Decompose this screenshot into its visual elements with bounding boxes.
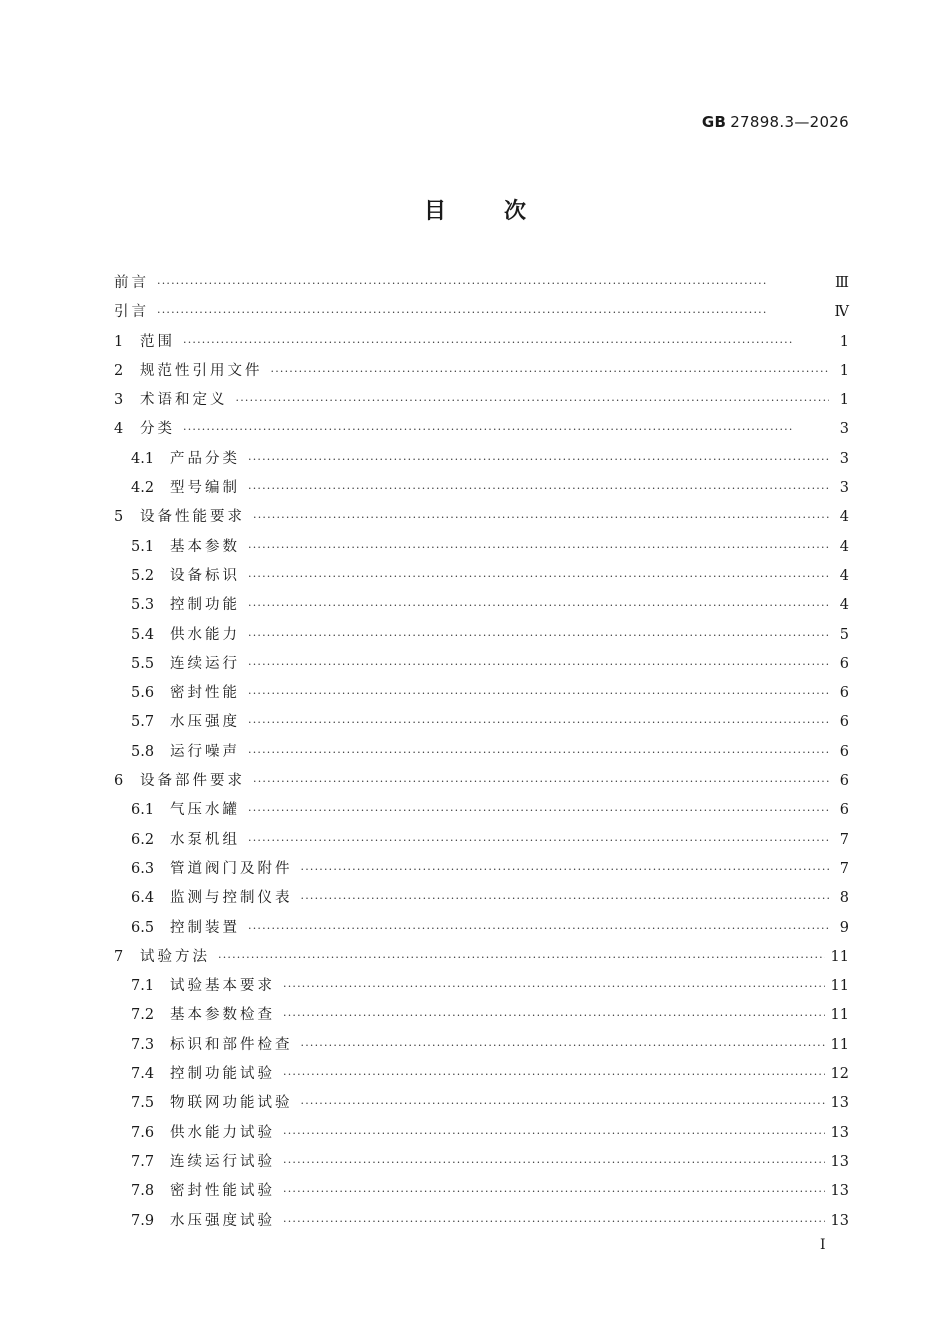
toc-entry[interactable]	[114, 1177, 849, 1206]
toc-entry-label: 前言	[114, 275, 149, 291]
toc-entry-label: 基本参数检查	[170, 1007, 275, 1024]
toc-entry-page: 13	[830, 1153, 849, 1170]
dot-leader	[248, 826, 829, 855]
toc-entry-number: 7.7	[131, 1153, 155, 1170]
toc-entry-page: Ⅲ	[835, 275, 849, 291]
dot-leader	[248, 562, 829, 591]
toc-entry[interactable]	[114, 826, 849, 855]
toc-entry[interactable]	[114, 562, 849, 591]
dot-leader	[248, 738, 829, 767]
dot-leader	[248, 533, 829, 562]
toc-entry-page: 6	[839, 685, 849, 702]
dot-leader	[183, 415, 829, 444]
toc-entry-page: 6	[839, 743, 849, 760]
toc-entry-label: 水泵机组	[170, 831, 240, 848]
toc-entry[interactable]	[114, 533, 849, 562]
toc-entry-label: 分类	[140, 421, 175, 438]
toc-entry-page: 4	[839, 567, 849, 584]
dot-leader	[283, 1148, 825, 1177]
toc-entry[interactable]	[114, 328, 849, 357]
dot-leader	[283, 1207, 825, 1236]
toc-entry-page: 6	[839, 714, 849, 731]
dot-leader	[157, 298, 829, 327]
toc-entry-label: 水压强度	[170, 714, 240, 731]
standard-number	[702, 113, 849, 131]
toc-entry-page: 8	[839, 890, 849, 907]
toc-entry[interactable]	[114, 1089, 849, 1118]
toc-entry-page: Ⅳ	[834, 304, 849, 321]
toc-entry-label: 控制功能	[170, 597, 240, 614]
toc-entry-page: 13	[830, 1183, 849, 1200]
toc-entry-label: 控制功能试验	[170, 1066, 275, 1083]
dot-leader	[248, 445, 829, 474]
toc-entry[interactable]	[114, 503, 849, 532]
dot-leader	[248, 650, 829, 679]
toc-entry-number: 4.1	[131, 450, 155, 467]
toc-entry-label: 试验方法	[140, 948, 210, 965]
toc-entry-page: 1	[839, 362, 849, 379]
toc-entry-label: 基本参数	[170, 538, 240, 555]
dot-leader	[236, 386, 830, 415]
toc-entry[interactable]	[114, 767, 849, 796]
toc-entry-number: 7.8	[131, 1183, 155, 1200]
toc-entry[interactable]	[114, 1031, 849, 1060]
toc-entry-label: 监测与控制仪表	[170, 890, 293, 907]
toc-entry-label: 控制装置	[170, 919, 240, 936]
dot-leader	[283, 1177, 825, 1206]
toc-entry-page: 11	[830, 1036, 849, 1053]
toc-entry[interactable]	[114, 1207, 849, 1236]
toc-entry-label: 密封性能	[170, 685, 240, 702]
toc-entry-number: 2	[114, 362, 124, 379]
dot-leader	[271, 357, 830, 386]
toc-entry-label: 气压水罐	[170, 802, 240, 819]
toc-entry-label: 引言	[114, 304, 149, 321]
toc-entry-label: 规范性引用文件	[140, 362, 263, 379]
toc-entry-label: 水压强度试验	[170, 1212, 275, 1229]
toc-entry[interactable]	[114, 679, 849, 708]
toc-entry-page: 1	[839, 392, 849, 409]
dot-leader	[301, 884, 830, 913]
toc-entry-page: 4	[839, 597, 849, 614]
toc-entry[interactable]	[114, 386, 849, 415]
toc-entry-page: 13	[830, 1212, 849, 1229]
toc-title: 目次	[423, 199, 584, 224]
toc-entry-number: 5.5	[131, 655, 155, 672]
toc-entry-label: 型号编制	[170, 480, 240, 497]
toc-entry-page: 3	[839, 421, 849, 438]
toc-entry[interactable]	[114, 621, 849, 650]
toc-entry-number: 7.1	[131, 978, 155, 995]
toc-entry[interactable]	[114, 943, 849, 972]
toc-entry[interactable]	[114, 591, 849, 620]
toc-entry-label: 设备标识	[170, 567, 240, 584]
toc-entry-label: 供水能力试验	[170, 1124, 275, 1141]
toc-entry-number: 1	[114, 333, 124, 350]
toc-entry-label: 范围	[140, 333, 175, 350]
toc-entry-number: 6.5	[131, 919, 155, 936]
toc-entry-page: 7	[839, 831, 849, 848]
toc-entry-number: 6.3	[131, 860, 155, 877]
toc-entry-page: 11	[830, 948, 849, 965]
toc-entry-page: 9	[839, 919, 849, 936]
toc-entry-label: 物联网功能试验	[170, 1095, 293, 1112]
toc-entry[interactable]	[114, 1060, 849, 1089]
toc-entry-page: 12	[830, 1066, 849, 1083]
table-of-contents	[114, 269, 849, 1236]
toc-entry-number: 4	[114, 421, 124, 438]
toc-entry-number: 7.5	[131, 1095, 155, 1112]
dot-leader	[283, 972, 825, 1001]
dot-leader	[301, 855, 830, 884]
toc-entry-page: 11	[830, 978, 849, 995]
toc-entry[interactable]	[114, 1148, 849, 1177]
dot-leader	[248, 474, 829, 503]
dot-leader	[301, 1031, 825, 1060]
toc-entry-number: 6.2	[131, 831, 155, 848]
toc-entry-label: 标识和部件检查	[170, 1036, 293, 1053]
toc-entry[interactable]	[114, 445, 849, 474]
toc-entry-label: 设备性能要求	[140, 509, 245, 526]
toc-entry-label: 运行噪声	[170, 743, 240, 760]
dot-leader	[183, 328, 829, 357]
toc-entry-page: 13	[830, 1124, 849, 1141]
toc-entry-number: 7.9	[131, 1212, 155, 1229]
dot-leader	[248, 679, 829, 708]
dot-leader	[253, 767, 829, 796]
toc-entry[interactable]	[114, 1119, 849, 1148]
toc-entry[interactable]	[114, 855, 849, 884]
dot-leader	[218, 943, 825, 972]
toc-entry-number: 3	[114, 392, 124, 409]
toc-entry[interactable]	[114, 914, 849, 943]
toc-entry-number: 5.4	[131, 626, 155, 643]
toc-entry-number: 5.7	[131, 714, 155, 731]
toc-entry-page: 3	[839, 450, 849, 467]
toc-entry[interactable]	[114, 738, 849, 767]
toc-entry-number: 5.3	[131, 597, 155, 614]
toc-entry[interactable]	[114, 474, 849, 503]
toc-entry-page: 5	[839, 626, 849, 643]
toc-entry-page: 13	[830, 1095, 849, 1112]
dot-leader	[248, 591, 829, 620]
toc-entry-label: 试验基本要求	[170, 978, 275, 995]
dot-leader	[248, 621, 829, 650]
toc-entry-number: 6	[114, 773, 124, 790]
toc-entry-number: 6.1	[131, 802, 155, 819]
toc-entry-page: 6	[839, 802, 849, 819]
toc-entry-label: 连续运行	[170, 655, 240, 672]
toc-entry-page: 4	[839, 509, 849, 526]
toc-entry-number: 7.4	[131, 1066, 155, 1083]
toc-entry[interactable]	[114, 884, 849, 913]
toc-entry-number: 5.1	[131, 538, 155, 555]
toc-entry-page: 4	[839, 538, 849, 555]
toc-entry[interactable]	[114, 415, 849, 444]
dot-leader	[283, 1060, 825, 1089]
dot-leader	[253, 503, 829, 532]
toc-entry-label: 设备部件要求	[140, 773, 245, 790]
toc-entry[interactable]	[114, 708, 849, 737]
toc-entry-label: 供水能力	[170, 626, 240, 643]
toc-entry-label: 密封性能试验	[170, 1183, 275, 1200]
toc-entry-number: 5.2	[131, 567, 155, 584]
toc-entry-page: 6	[839, 773, 849, 790]
toc-entry[interactable]	[114, 1001, 849, 1030]
toc-entry-number: 5.6	[131, 685, 155, 702]
toc-entry[interactable]	[114, 650, 849, 679]
toc-entry-label: 连续运行试验	[170, 1153, 275, 1170]
toc-entry-number: 7.3	[131, 1036, 155, 1053]
dot-leader	[301, 1089, 825, 1118]
standard-code: 27898.3—2026	[730, 113, 849, 131]
toc-entry-label: 术语和定义	[140, 392, 228, 409]
toc-entry-number: 4.2	[131, 480, 155, 497]
toc-entry-number: 6.4	[131, 890, 155, 907]
toc-entry-number: 7.2	[131, 1007, 155, 1024]
toc-entry-page: 1	[839, 333, 849, 350]
toc-entry-page: 7	[839, 860, 849, 877]
page-folio: Ⅰ	[820, 1237, 826, 1253]
dot-leader	[283, 1001, 825, 1030]
toc-entry[interactable]	[114, 972, 849, 1001]
toc-entry-page: 6	[839, 655, 849, 672]
toc-entry[interactable]	[114, 357, 849, 386]
toc-entry-label: 管道阀门及附件	[170, 860, 293, 877]
toc-entry-page: 11	[830, 1007, 849, 1024]
toc-entry-number: 5	[114, 509, 124, 526]
toc-entry[interactable]	[114, 269, 849, 298]
dot-leader	[248, 708, 829, 737]
toc-entry[interactable]	[114, 796, 849, 825]
toc-entry-number: 7	[114, 948, 124, 965]
dot-leader	[157, 269, 829, 298]
toc-entry-number: 5.8	[131, 743, 155, 760]
standard-prefix: GB	[701, 113, 727, 131]
toc-entry-number: 7.6	[131, 1124, 155, 1141]
dot-leader	[248, 914, 829, 943]
toc-entry-label: 产品分类	[170, 450, 240, 467]
dot-leader	[283, 1119, 825, 1148]
dot-leader	[248, 796, 829, 825]
toc-entry-page: 3	[839, 480, 849, 497]
toc-entry[interactable]	[114, 298, 849, 327]
